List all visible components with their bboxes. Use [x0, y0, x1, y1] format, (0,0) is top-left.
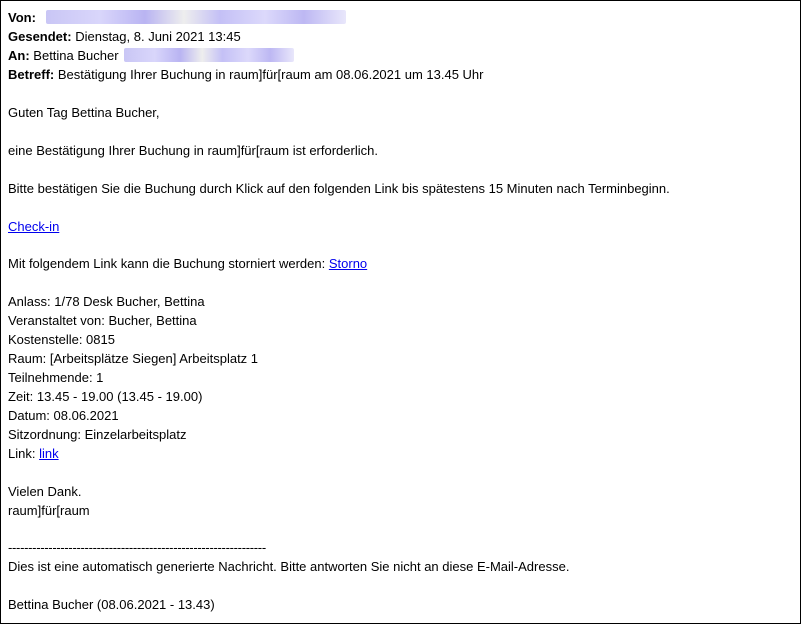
detail-room: Raum: [Arbeitsplätze Siegen] Arbeitsplatz 1 [8, 351, 259, 366]
detail-organizer: Veranstaltet von: Bucher, Bettina [8, 313, 197, 328]
greeting: Guten Tag Bettina Bucher, [8, 105, 160, 120]
footer-timestamp: Bettina Bucher (08.06.2021 - 13.43) [8, 597, 215, 612]
detail-time: Zeit: 13.45 - 19.00 (13.45 - 19.00) [8, 389, 203, 404]
redacted-sender-address [46, 10, 346, 24]
redacted-recipient-address [124, 48, 294, 62]
signature: raum]für[raum [8, 503, 90, 518]
cancel-row [8, 254, 367, 273]
sent-value: Dienstag, 8. Juni 2021 13:45 [75, 29, 241, 44]
checkin-link[interactable]: Check-in [8, 219, 60, 234]
detail-seating: Sitzordnung: Einzelarbeitsplatz [8, 427, 187, 442]
checkin-row [8, 217, 59, 236]
sent-row [8, 27, 241, 46]
auto-generated-notice: Dies ist eine automatisch generierte Nachricht. Bitte antworten Sie nicht an diese E-Mail-Adresse. [8, 559, 570, 574]
from-row [8, 8, 346, 27]
detail-date: Datum: 08.06.2021 [8, 408, 119, 423]
separator-line: ---------------------------------------------------------------- [8, 540, 266, 555]
subject-label: Betreff: [8, 67, 55, 82]
storno-link[interactable]: Storno [328, 256, 368, 271]
sent-label: Gesendet: [8, 29, 72, 44]
detail-cost-center: Kostenstelle: 0815 [8, 332, 115, 347]
subject-row [8, 65, 484, 84]
thanks-text: Vielen Dank. [8, 484, 82, 499]
to-row [8, 46, 294, 65]
detail-link-label: Link: [8, 446, 40, 461]
from-label: Von: [8, 10, 36, 25]
detail-link-row [8, 444, 59, 463]
to-value: Bettina Bucher [33, 48, 119, 63]
detail-occasion: Anlass: 1/78 Desk Bucher, Bettina [8, 294, 205, 309]
confirmation-instructions: Bitte bestätigen Sie die Buchung durch Klick auf den folgenden Link bis spätestens 15 Minuten nach Terminbeginn. [8, 181, 670, 196]
booking-link[interactable]: link [39, 446, 59, 461]
cancel-text: Mit folgendem Link kann die Buchung storniert werden: [8, 256, 329, 271]
confirmation-required-text: eine Bestätigung Ihrer Buchung in raum]für[raum ist erforderlich. [8, 143, 378, 158]
to-label: An: [8, 48, 30, 63]
detail-participants: Teilnehmende: 1 [8, 370, 104, 385]
subject-value: Bestätigung Ihrer Buchung in raum]für[raum am 08.06.2021 um 13.45 Uhr [57, 67, 484, 82]
